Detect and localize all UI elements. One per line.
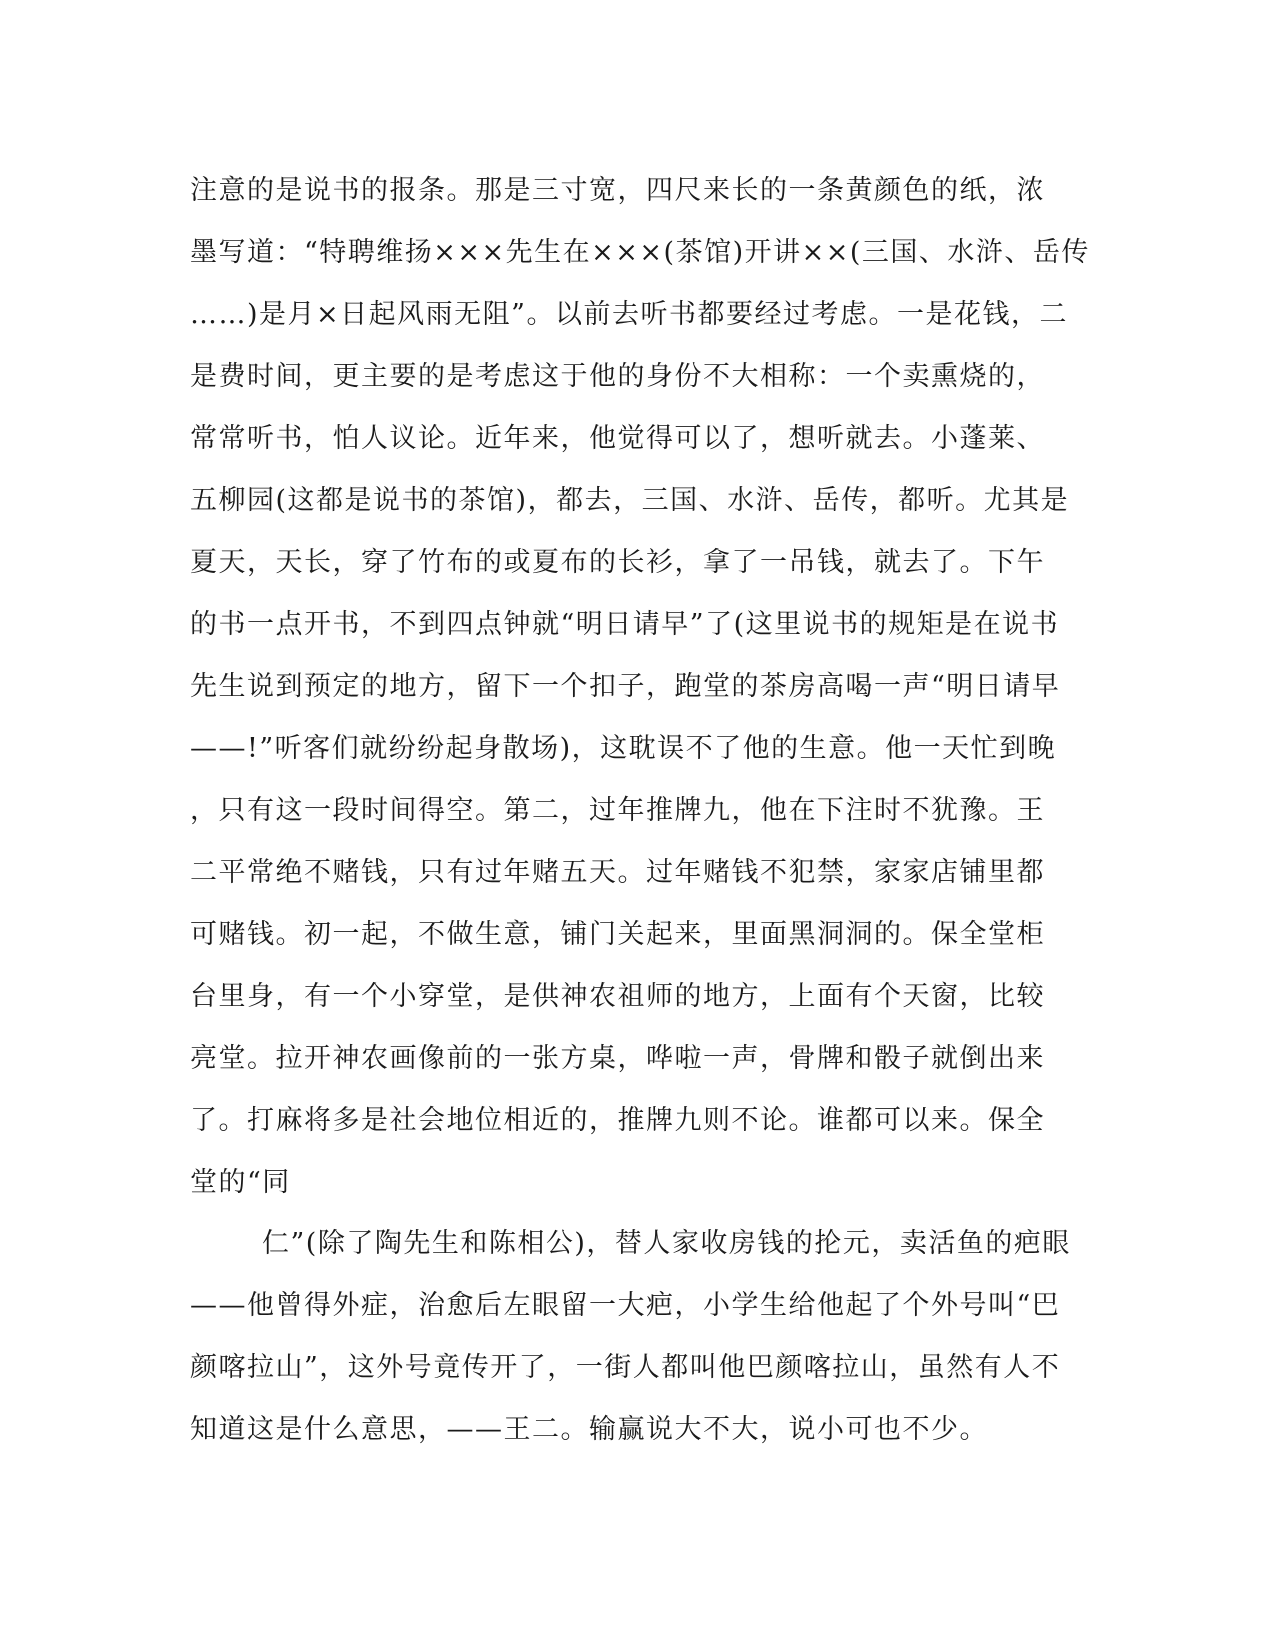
text-line: 亮堂。拉开神农画像前的一张方桌，哗啦一声，骨牌和骰子就倒出来 — [190, 1043, 1045, 1074]
text-line: 先生说到预定的地方，留下一个扣子，跑堂的茶房高喝一声“明日请早 — [190, 671, 1061, 702]
text-line: 颜喀拉山”，这外号竟传开了，一街人都叫他巴颜喀拉山，虽然有人不 — [190, 1352, 1061, 1383]
text-line: 二平常绝不赌钱，只有过年赌五天。过年赌钱不犯禁，家家店铺里都 — [190, 857, 1045, 888]
text-line: 注意的是说书的报条。那是三寸宽，四尺来长的一条黄颜色的纸，浓 — [190, 175, 1045, 206]
text-line: 了。打麻将多是社会地位相近的，推牌九则不论。谁都可以来。保全 — [190, 1105, 1045, 1136]
text-line: 知道这是什么意思，——王二。输赢说大不大，说小可也不少。 — [190, 1414, 988, 1445]
text-line: 仁”(除了陶先生和陈相公)，替人家收房钱的抡元，卖活鱼的疤眼 — [262, 1228, 1071, 1259]
paragraph-1 — [190, 160, 1090, 1214]
text-line: 堂的“同 — [190, 1167, 291, 1198]
text-line: 常常听书，怕人议论。近年来，他觉得可以了，想听就去。小蓬莱、 — [190, 423, 1045, 454]
text-line: 台里身，有一个小穿堂，是供神农祖师的地方，上面有个天窗，比较 — [190, 981, 1045, 1012]
text-line: 是费时间，更主要的是考虑这于他的身份不大相称：一个卖熏烧的， — [190, 361, 1045, 392]
text-line: 夏天，天长，穿了竹布的或夏布的长衫，拿了一吊钱，就去了。下午 — [190, 547, 1045, 578]
text-line: 五柳园(这都是说书的茶馆)，都去，三国、水浒、岳传，都听。尤其是 — [190, 485, 1070, 516]
text-line: 可赌钱。初一起，不做生意，铺门关起来，里面黑洞洞的。保全堂柜 — [190, 919, 1045, 950]
paragraph-2 — [190, 1213, 1090, 1461]
text-line: ，只有这一段时间得空。第二，过年推牌九，他在下注时不犹豫。王 — [190, 795, 1045, 826]
text-line: ……)是月×日起风雨无阻”。以前去听书都要经过考虑。一是花钱，二 — [190, 299, 1068, 330]
text-line: 墨写道：“特聘维扬×××先生在×××(茶馆)开讲××(三国、水浒、岳传 — [190, 237, 1090, 268]
text-line: 的书一点开书，不到四点钟就“明日请早”了(这里说书的规矩是在说书 — [190, 609, 1060, 640]
text-line: ——!”听客们就纷纷起身散场)，这耽误不了他的生意。他一天忙到晚 — [190, 733, 1057, 764]
text-line: ——他曾得外症，治愈后左眼留一大疤，小学生给他起了个外号叫“巴 — [190, 1290, 1061, 1321]
